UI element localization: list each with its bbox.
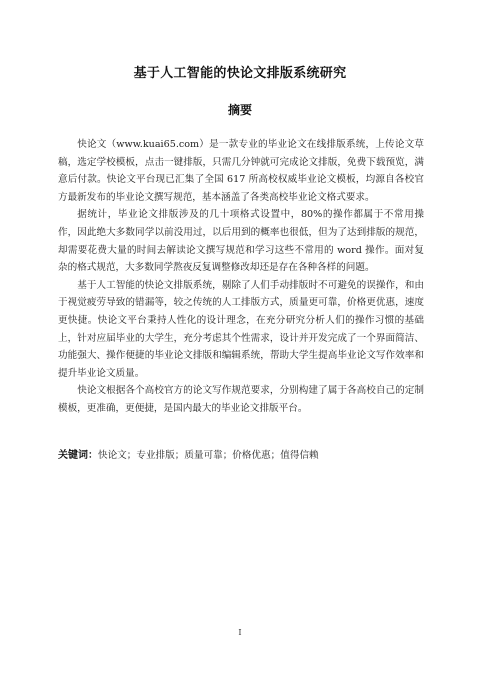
keywords-label: 关键词： bbox=[58, 450, 98, 461]
keywords-text: 快论文；专业排版；质量可靠；价格优惠；值得信赖 bbox=[98, 450, 319, 461]
keywords-line bbox=[58, 448, 424, 464]
abstract-body bbox=[58, 136, 424, 418]
abstract-paragraph: 基于人工智能的快论文排版系统，剔除了人们手动排版时不可避免的误操作，和由于视觉疲劳导致的错漏等，较之传统的人工排版方式，质量更可靠，价格更优惠，速度更快捷。快论文平台秉持人性化的设计理念，在充分研究分析人们的操作习惯的基础上，针对应届毕业的大学生，充分考虑其个性需求，设计并开发完成了一个界面简洁、功能强大、操作便捷的毕业论文排版和编辑系统，帮助大学生提高毕业论文写作效率和提升毕业论文质量。 bbox=[58, 279, 424, 379]
abstract-paragraph: 快论文根据各个高校官方的论文写作规范要求，分别构建了属于各高校自己的定制模板，更准确，更便捷，是国内最大的毕业论文排版平台。 bbox=[58, 385, 424, 414]
page-title: 基于人工智能的快论文排版系统研究 bbox=[133, 66, 347, 81]
abstract-heading: 摘要 bbox=[227, 103, 252, 117]
page-number: I bbox=[238, 628, 242, 637]
abstract-paragraph: 据统计，毕业论文排版涉及的几十项格式设置中，80%的操作都属于不常用操作，因此绝大多数同学以前没用过，以后用到的概率也很低，但为了达到排版的规范，却需要花费大量的时间去解读论文撰写规范和学习这些不常用的 word 操作。面对复杂的格式规范，大多数同学熬夜反复调整修改却还是存在各种各样的问题。 bbox=[58, 209, 424, 274]
abstract-paragraph: 快论文（www.kuai65.com）是一款专业的毕业论文在线排版系统，上传论文草稿，选定学校模板，点击一键排版，只需几分钟就可完成论文排版，免费下载预览，满意后付款。快论文平台现已汇集了全国 617 所高校权威毕业论文模板，均源自各校官方最新发布的毕业论文撰写规范，基本涵盖了各类高校毕业论文格式要求。 bbox=[58, 139, 424, 203]
